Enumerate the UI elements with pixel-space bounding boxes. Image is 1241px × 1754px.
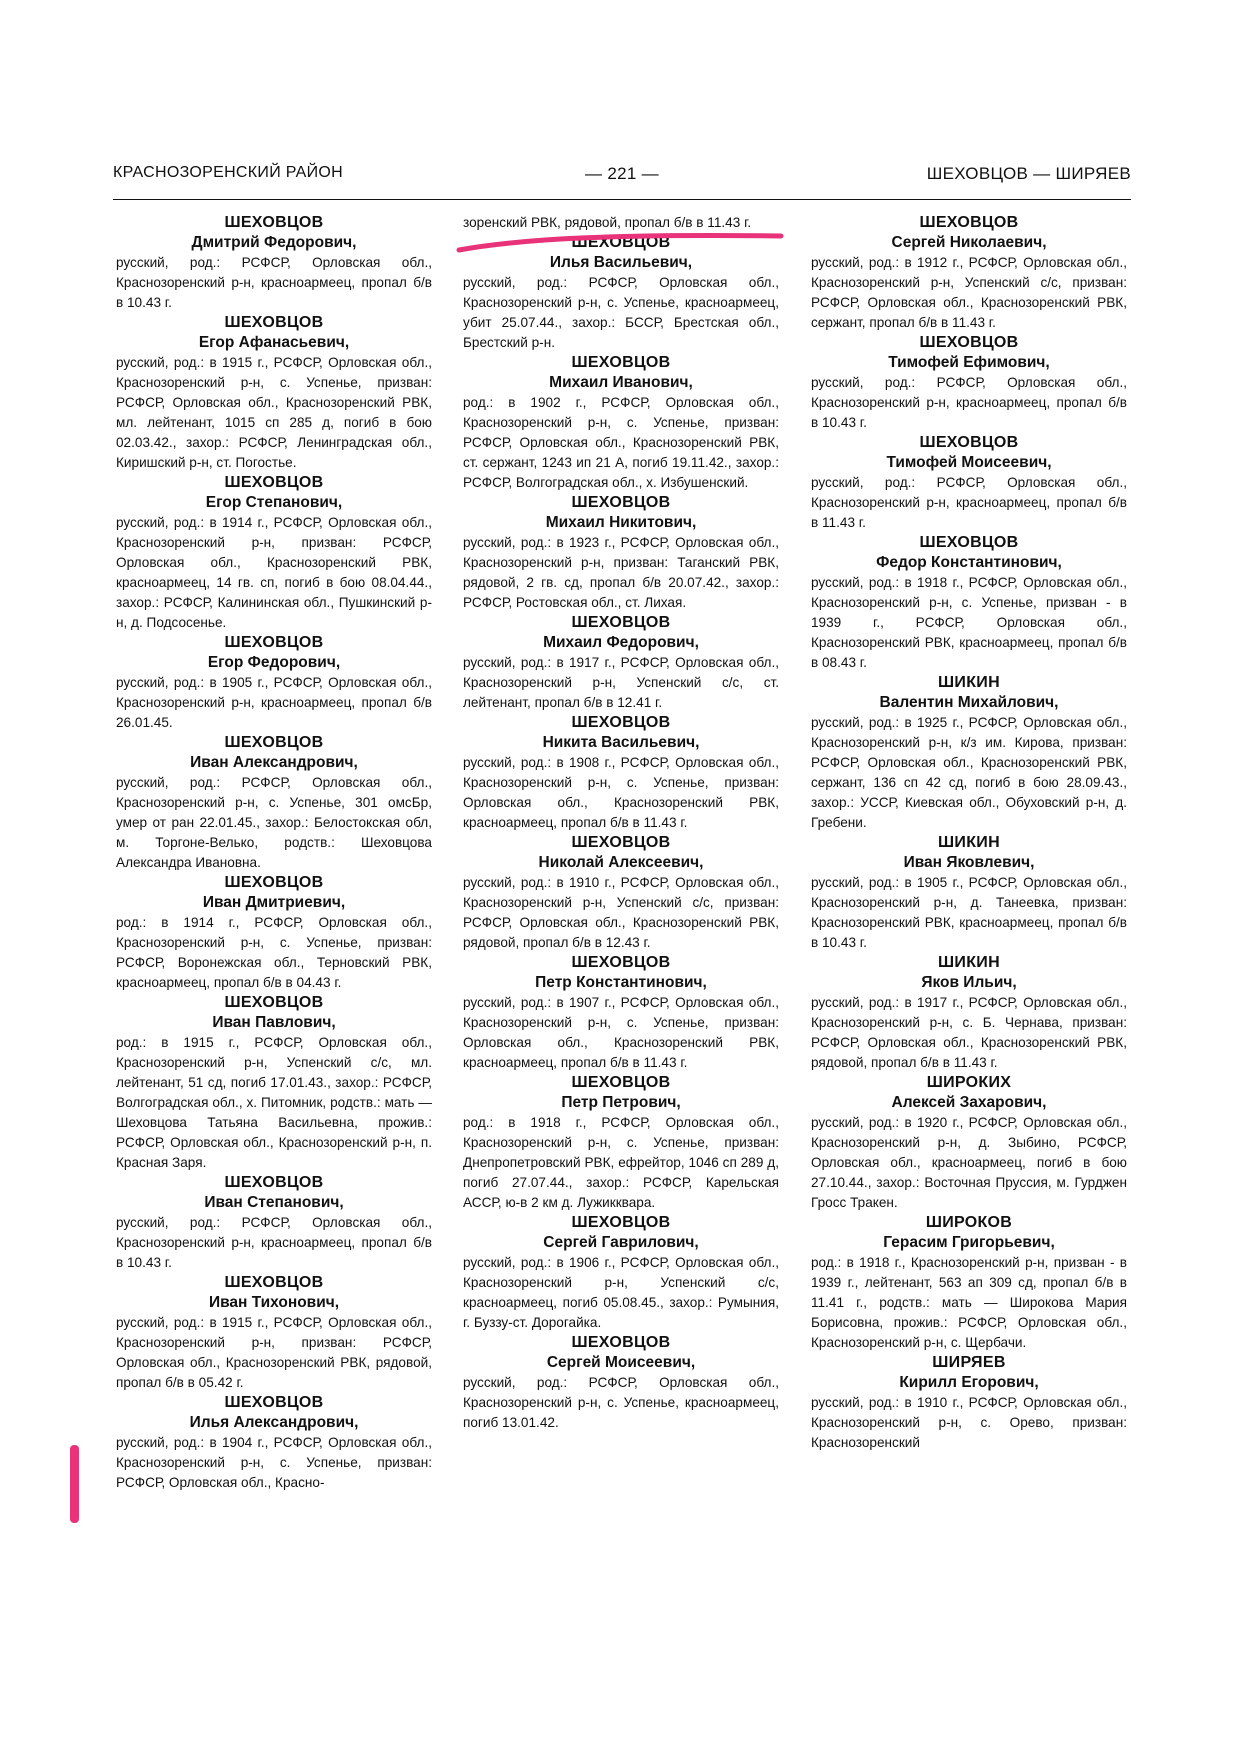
entry — [116, 733, 432, 873]
entry — [463, 833, 779, 953]
entry — [463, 1213, 779, 1333]
entry-given-name: Егор Степанович, — [205, 494, 343, 511]
entry-biography: род.: в 1918 г., Краснозоренский р-н, призван - в 1939 г., лейтенант, 563 ап 309 сд, пропал б/в в 11.41 г., родств.: мать — Широкова Мария Борисовна, прожив.: РСФСР, Орловская обл., Краснозоренский р-н, с. Щербачи. — [811, 1255, 1127, 1350]
entry — [811, 433, 1127, 533]
entry-surname: ШИРЯЕВ — [932, 1354, 1006, 1371]
entry — [463, 353, 779, 493]
entry-given-name: Иван Степанович, — [204, 1194, 344, 1211]
entry — [811, 533, 1127, 673]
entry-given-name: Егор Федорович, — [207, 654, 341, 671]
entry-given-name: Валентин Михайлович, — [879, 694, 1059, 711]
entry — [116, 633, 432, 733]
entry-given-name: Михаил Никитович, — [545, 514, 697, 531]
entry — [811, 333, 1127, 433]
entry-biography: русский, род.: в 1908 г., РСФСР, Орловская обл., Краснозоренский р-н, с. Успенье, призван: Орловская обл., Краснозоренский РВК, красноармеец, пропал б/в в 11.43 г. — [463, 755, 779, 830]
entry-surname: ШЕХОВЦОВ — [224, 1394, 324, 1411]
entry — [463, 713, 779, 833]
entry-given-name: Михаил Федорович, — [543, 634, 699, 651]
entry-given-name: Иван Павлович, — [212, 1014, 336, 1031]
entry-surname: ШЕХОВЦОВ — [571, 954, 671, 971]
entry-surname: ШЕХОВЦОВ — [571, 714, 671, 731]
entry — [116, 873, 432, 993]
entry-given-name: Сергей Николаевич, — [891, 234, 1047, 251]
entry-biography: русский, род.: РСФСР, Орловская обл., Краснозоренский р-н, с. Успенье, красноармеец, убит 25.07.44., захор.: БССР, Брестская обл., Брестский р-н. — [463, 275, 779, 350]
entry-given-name: Иван Александрович, — [190, 754, 358, 771]
entry-biography: русский, род.: РСФСР, Орловская обл., Краснозоренский р-н, красноармеец, пропал б/в в 10.43 г. — [116, 1215, 432, 1270]
entry-surname: ШЕХОВЦОВ — [919, 334, 1019, 351]
entry — [463, 953, 779, 1073]
header-name-range: ШЕХОВЦОВ — ШИРЯЕВ — [926, 164, 1131, 183]
entry-surname: ШЕХОВЦОВ — [224, 734, 324, 751]
entry-surname: ШЕХОВЦОВ — [224, 474, 324, 491]
entry-surname: ШИКИН — [938, 674, 1000, 691]
entry-biography: род.: в 1918 г., РСФСР, Орловская обл., Краснозоренский р-н, с. Успенье, призван: Днепропетровский РВК, ефрейтор, 1046 сп 289 д, погиб 27.07.44., захор.: РСФСР, Карельская АССР, ю-в 2 км д. Лужиккваpа. — [463, 1115, 779, 1210]
entry — [116, 213, 432, 313]
entry — [811, 833, 1127, 953]
entry-given-name: Иван Яковлевич, — [903, 854, 1035, 871]
entry-given-name: Николай Алексеевич, — [538, 854, 704, 871]
marker-underline — [455, 232, 785, 256]
entry-biography: русский, род.: в 1912 г., РСФСР, Орловская обл., Краснозоренский р-н, Успенский с/с, призван: РСФСР, Орловская обл., Краснозоренский РВК, сержант, пропал б/в в 11.43 г. — [811, 255, 1127, 330]
entry-biography: русский, род.: в 1906 г., РСФСР, Орловская обл., Краснозоренский р-н, Успенский с/с, красноармеец, погиб 05.08.45., захор.: Румыния, г. Буззу-ст. Дорогайка. — [463, 1255, 779, 1330]
entry-biography: русский, род.: в 1914 г., РСФСР, Орловская обл., Краснозоренский р-н, призван: РСФСР, Орловская обл., Краснозоренский РВК, красноармеец, 14 гв. сп, погиб в бою 08.04.44., захор.: РСФСР, Калининская обл., Пушкинский р-н, д. Подсосенье. — [116, 515, 432, 630]
entry-biography: русский, род.: в 1904 г., РСФСР, Орловская обл., Краснозоренский р-н, с. Успенье, призван: РСФСР, Орловская обл., Красно- — [116, 1435, 432, 1490]
entry-continuation: зоренский РВК, рядовой, пропал б/в в 11.43 г. — [463, 215, 752, 230]
entry-biography: русский, род.: в 1905 г., РСФСР, Орловская обл., Краснозоренский р-н, д. Танеевка, призван: Краснозоренский РВК, красноармеец, пропал б/в в 10.43 г. — [811, 875, 1127, 950]
entry-surname: ШЕХОВЦОВ — [571, 1214, 671, 1231]
entry-biography: род.: в 1914 г., РСФСР, Орловская обл., Краснозоренский р-н, с. Успенье, призван: РСФСР, Воронежская обл., Терновский РВК, красноармеец, пропал б/в в 04.43 г. — [116, 915, 432, 990]
entry-surname: ШЕХОВЦОВ — [571, 234, 671, 251]
entry-biography: русский, род.: РСФСР, Орловская обл., Краснозоренский р-н, красноармеец, пропал б/в в 10.43 г. — [116, 255, 432, 310]
entry-surname: ШЕХОВЦОВ — [571, 1074, 671, 1091]
entry-given-name: Никита Васильевич, — [542, 734, 700, 751]
entry-given-name: Алексей Захарович, — [891, 1094, 1047, 1111]
entry — [116, 1173, 432, 1273]
entry-surname: ШЕХОВЦОВ — [571, 354, 671, 371]
entry-biography: русский, род.: РСФСР, Орловская обл., Краснозоренский р-н, с. Успенье, 301 омсБр, умер от ран 22.01.45., захор.: Белостокская обл, м. Торгоне-Велько, родств.: Шеховцова Александра Ивановна. — [116, 775, 432, 870]
entry-given-name: Тимофей Ефимович, — [888, 354, 1050, 371]
entry-given-name: Егор Афанасьевич, — [198, 334, 350, 351]
entry-given-name: Илья Александрович, — [189, 1414, 359, 1431]
entry — [116, 1393, 432, 1493]
entry-surname: ШИКИН — [938, 834, 1000, 851]
entry-biography: русский, род.: в 1918 г., РСФСР, Орловская обл., Краснозоренский р-н, с. Успенье, призван - в 1939 г., РСФСР, Орловская обл., Краснозоренский РВК, красноармеец, пропал б/в в 08.43 г. — [811, 575, 1127, 670]
column-1 — [116, 213, 432, 1493]
entry — [463, 613, 779, 713]
entry-given-name: Федор Константинович, — [876, 554, 1062, 571]
entry-surname: ШИРОКИХ — [926, 1074, 1012, 1091]
entry — [811, 1073, 1127, 1213]
entry-given-name: Михаил Иванович, — [549, 374, 693, 391]
entry — [811, 953, 1127, 1073]
entry — [463, 1333, 779, 1433]
entry — [811, 673, 1127, 833]
entry-given-name: Кирилл Егорович, — [899, 1374, 1039, 1391]
marker-side-stroke — [70, 1445, 79, 1523]
entry-given-name: Сергей Гаврилович, — [543, 1234, 699, 1251]
entry-biography: русский, род.: в 1923 г., РСФСР, Орловская обл., Краснозоренский р-н, призван: Таганский РВК, рядовой, 2 гв. сд, пропал б/в 20.07.42., захор.: РСФСР, Ростовская обл., ст. Лихая. — [463, 535, 779, 610]
entry-surname: ШЕХОВЦОВ — [571, 614, 671, 631]
column-2 — [463, 213, 779, 1433]
entry-surname: ШЕХОВЦОВ — [224, 214, 324, 231]
entry — [811, 1213, 1127, 1353]
entry-biography: русский, род.: в 1910 г., РСФСР, Орловская обл., Краснозоренский р-н, Успенский с/с, призван: РСФСР, Орловская обл., Краснозоренский РВК, рядовой, пропал б/в в 12.43 г. — [463, 875, 779, 950]
entry-given-name: Герасим Григорьевич, — [883, 1234, 1055, 1251]
entry-given-name: Илья Васильевич, — [549, 254, 693, 271]
entry-biography: русский, род.: в 1925 г., РСФСР, Орловская обл., Краснозоренский р-н, к/з им. Кирова, призван: РСФСР, Орловская обл., Краснозоренский РВК, сержант, 136 сп 42 сд, погиб в бою 28.09.43., захор.: УССР, Киевская обл., Обуховский р-н, д. Гребени. — [811, 715, 1127, 830]
entry-surname: ШЕХОВЦОВ — [224, 1274, 324, 1291]
entry-biography: русский, род.: в 1907 г., РСФСР, Орловская обл., Краснозоренский р-н, с. Успенье, призван: Орловская обл., Краснозоренский РВК, красноармеец, пропал б/в в 11.43 г. — [463, 995, 779, 1070]
entry-surname: ШЕХОВЦОВ — [224, 314, 324, 331]
entry-given-name: Тимофей Моисеевич, — [886, 454, 1052, 471]
entry-surname: ШЕХОВЦОВ — [919, 434, 1019, 451]
entry-biography: русский, род.: в 1920 г., РСФСР, Орловская обл., Краснозоренский р-н, д. Зыбино, РСФСР, Орловская обл., красноармеец, погиб в бою 27.10.44., захор.: Восточная Пруссия, м. Гурджен Гросс Тракен. — [811, 1115, 1127, 1210]
entry-given-name: Иван Тихонович, — [208, 1294, 340, 1311]
entry-biography: род.: в 1915 г., РСФСР, Орловская обл., Краснозоренский р-н, Успенский с/с, мл. лейтенант, 51 сд, погиб 17.01.43., захор.: РСФСР, Волгоградская обл., х. Питомник, родств.: мать — Шеховцова Татьяна Васильевна, прожив.: РСФСР, Орловская обл., Краснозоренский р-н, п. Красная Заря. — [116, 1035, 432, 1170]
entry — [116, 313, 432, 473]
entry-biography: русский, род.: РСФСР, Орловская обл., Краснозоренский р-н, с. Успенье, красноармеец, погиб 13.01.42. — [463, 1375, 779, 1430]
header-rule — [113, 199, 1131, 200]
header-page-number: — 221 — — [585, 164, 659, 183]
entry-surname: ШЕХОВЦОВ — [224, 994, 324, 1011]
entry-given-name: Дмитрий Федорович, — [191, 234, 357, 251]
entry-surname: ШЕХОВЦОВ — [224, 874, 324, 891]
entry-biography: русский, род.: в 1917 г., РСФСР, Орловская обл., Краснозоренский р-н, Успенский с/с, ст. лейтенант, пропал б/в в 12.41 г. — [463, 655, 779, 710]
entry-given-name: Яков Ильич, — [921, 974, 1017, 991]
entry-surname: ШЕХОВЦОВ — [224, 1174, 324, 1191]
entry-biography: русский, род.: в 1915 г., РСФСР, Орловская обл., Краснозоренский р-н, призван: РСФСР, Орловская обл., Краснозоренский РВК, рядовой, пропал б/в в 05.42 г. — [116, 1315, 432, 1390]
entry-given-name: Петр Петрович, — [561, 1094, 681, 1111]
entry-surname: ШИКИН — [938, 954, 1000, 971]
page-header — [113, 162, 1131, 192]
entry-surname: ШЕХОВЦОВ — [919, 534, 1019, 551]
entry-given-name: Петр Константинович, — [535, 974, 707, 991]
entry — [116, 473, 432, 633]
entry — [463, 493, 779, 613]
entry-biography: русский, род.: в 1917 г., РСФСР, Орловская обл., Краснозоренский р-н, с. Б. Чернава, призван: РСФСР, Орловская обл., Краснозоренский РВК, рядовой, пропал б/в в 11.43 г. — [811, 995, 1127, 1070]
entry-surname: ШИРОКОВ — [925, 1214, 1013, 1231]
entry-surname: ШЕХОВЦОВ — [224, 634, 324, 651]
entry-biography: русский, род.: РСФСР, Орловская обл., Краснозоренский р-н, красноармеец, пропал б/в в 10.43 г. — [811, 375, 1127, 430]
entry-biography: русский, род.: РСФСР, Орловская обл., Краснозоренский р-н, красноармеец, пропал б/в в 11.43 г. — [811, 475, 1127, 530]
entry — [116, 993, 432, 1173]
entry-surname: ШЕХОВЦОВ — [571, 834, 671, 851]
entry — [811, 1353, 1127, 1453]
entry — [463, 1073, 779, 1213]
entry-surname: ШЕХОВЦОВ — [919, 214, 1019, 231]
column-3 — [811, 213, 1127, 1453]
entry-surname: ШЕХОВЦОВ — [571, 1334, 671, 1351]
entry-biography: русский, род.: в 1910 г., РСФСР, Орловская обл., Краснозоренский р-н, с. Орево, призван: Краснозоренский — [811, 1395, 1127, 1450]
entry-surname: ШЕХОВЦОВ — [571, 494, 671, 511]
entry-biography: род.: в 1902 г., РСФСР, Орловская обл., Краснозоренский р-н, с. Успенье, призван: РСФСР, Орловская обл., Краснозоренский РВК, ст. сержант, 1243 ип 21 А, погиб 19.11.42., захор.: РСФСР, Волгоградская обл., х. Избушенский. — [463, 395, 779, 490]
entry-biography: русский, род.: в 1905 г., РСФСР, Орловская обл., Краснозоренский р-н, красноармеец, пропал б/в 26.01.45. — [116, 675, 432, 730]
entry-given-name: Сергей Моисеевич, — [546, 1354, 696, 1371]
entry — [116, 1273, 432, 1393]
entry — [811, 213, 1127, 333]
entry-biography: русский, род.: в 1915 г., РСФСР, Орловская обл., Краснозоренский р-н, с. Успенье, призван: РСФСР, Орловская обл., Краснозоренский РВК, мл. лейтенант, 1015 сп 285 д, погиб в бою 02.03.42., захор.: РСФСР, Ленинградская обл., Киришский р-н, ст. Погостье. — [116, 355, 432, 470]
header-district: КРАСНОЗОРЕНСКИЙ РАЙОН — [113, 164, 344, 181]
entry-given-name: Иван Дмитриевич, — [202, 894, 346, 911]
